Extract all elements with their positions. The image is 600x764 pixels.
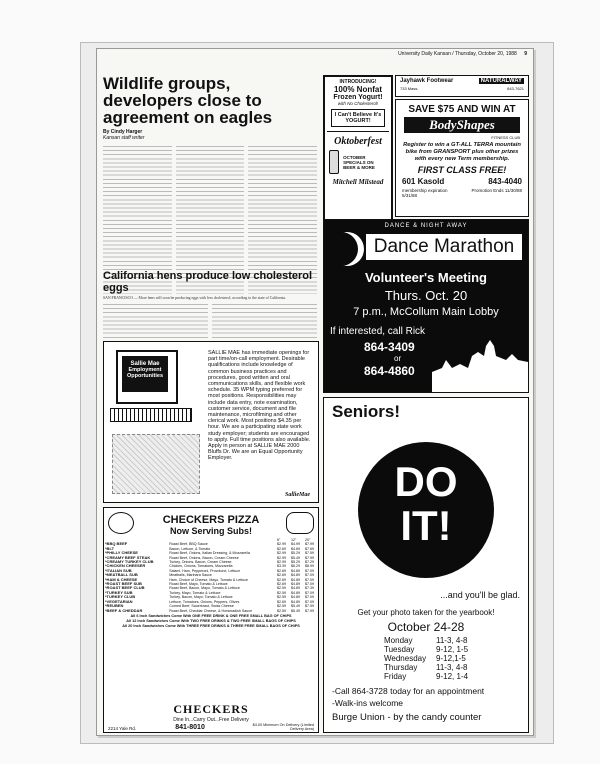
menu-price: $7.99 (304, 542, 314, 547)
ad-text: 7 p.m., McCollum Main Lobby (353, 306, 499, 318)
ad-text: ...and you'll be glad. (440, 590, 520, 600)
menu-item-desc: Ham, Choice of Cheese, Mayo, Tomato & Lettuce (169, 577, 249, 582)
menu-item-name: *HAM & CHEESE (105, 576, 138, 582)
do-it-circle (358, 442, 494, 578)
ad-body: SALLIE MAE has immediate openings for part time/on-call employment. Desirable qualifications include knowledge of common business practices and procedures, good written and oral communications skills, and flexible work schedule. 35 WPM typing preferred for most positions. Responsibilities may include data entry, note examination, customer service, document and file maintenance, microfilming and other clerical work. Most positions $4.35 per hour. We are a participating state work study employer; students are encouraged to apply. Full time positions also available. Apply in person at SALLIE MAE 2000 Bluffs Dr. We are an Equal Opportunity Employer. (208, 350, 311, 462)
ad-note: All 12 Inch Sandwiches Come With TWO FREE DRINKS & TWO FREE SMALL BAGS OF CHIPS (126, 618, 296, 623)
ad-dance-marathon (323, 219, 529, 393)
beer-promo (329, 150, 387, 174)
ad-text: 733 Mass. (400, 86, 419, 91)
article-column-1 (103, 302, 208, 342)
hours-row (384, 663, 468, 672)
ad-text: -Walk-ins welcome (332, 698, 404, 708)
menu-item-name: *MEATBALL SUB (105, 572, 138, 578)
title-banner (366, 234, 522, 260)
menu-price: $4.89 (291, 590, 301, 595)
ad-yogurt (323, 75, 393, 235)
article-hens (103, 267, 317, 342)
divider (327, 131, 389, 132)
ad-phone: 841-8010 (175, 724, 205, 731)
ad-row (396, 76, 528, 86)
menu-price: $7.99 (304, 608, 314, 613)
menu-item-name: *BEEF & CHEDDAR (105, 607, 143, 613)
ad-title: Dance Marathon (373, 236, 515, 257)
byline (103, 129, 317, 141)
menu-item-desc: Turkey, Mayo, Tomato & Lettuce (169, 590, 221, 595)
menu-price: $7.99 (304, 555, 314, 560)
menu-item-desc: Corned Beef, Sauerkraut, Swiss Cheese (169, 604, 234, 609)
hours-list (384, 636, 468, 681)
ad-row (396, 175, 528, 188)
hours-row (384, 654, 468, 663)
ad-text: Burge Union - by the candy counter (332, 712, 482, 723)
ad-text: DANCE & NIGHT AWAY (384, 223, 468, 229)
ad-sallie-mae (103, 341, 319, 503)
ad-text: Thurs. Oct. 20 (384, 288, 468, 303)
menu-item-desc: Chicken, Onions, Tomatoes, Mozzarella (169, 564, 233, 569)
ad-logo: NATURALWAY (480, 78, 522, 84)
menu-price: $2.99 (277, 555, 287, 560)
menu-price: $5.49 (291, 555, 301, 560)
menu-price: $7.39 (304, 586, 314, 591)
menu-item-desc: Roast Beef, Onions, Italian Dressing, & Mozzarella (169, 551, 250, 556)
oktoberfest-logo: Oktoberfest (334, 136, 382, 147)
ad-text: OCTOBER SPECIALS ON BEER & MORE (343, 154, 375, 170)
article-headline: Wildlife groups, developers close to agreement on eagles (103, 74, 273, 127)
ad-text: Register to win a GT-ALL TERRA mountain bike from GRANSPORT plus other prizes with every new Term membership. (403, 142, 521, 162)
ad-row (396, 86, 528, 91)
menu-price: $2.59 (277, 586, 287, 591)
menu-item-name: *BLT (105, 545, 115, 551)
menu-price: $7.09 (304, 573, 314, 578)
menu-price: $2.59 (277, 590, 287, 595)
ad-text: Dine In...Carry Out...Free Delivery (173, 717, 249, 723)
size-header: 12" (291, 538, 297, 542)
menu-item-desc: Roast Beef, BBQ Sauce (169, 542, 208, 547)
ad-text: 100% Nonfat (333, 85, 382, 94)
menu-price: $3.39 (277, 564, 287, 569)
menu-price: $2.99 (277, 551, 287, 556)
menu-price: $2.59 (277, 608, 287, 613)
menu-price: $7.59 (304, 551, 314, 556)
hours-day: Monday (384, 636, 413, 645)
ad-text: 2214 Yale Rd. (108, 726, 137, 731)
ad-text: 843-4040 (488, 177, 522, 186)
menu-item-name: *TURKEY SUB (105, 589, 133, 595)
byline-role: Kansan staff writer (103, 135, 145, 141)
folio (103, 51, 527, 59)
menu-price: $2.69 (277, 568, 287, 573)
menu-price: $4.89 (291, 586, 301, 591)
computer-illustration (110, 350, 202, 422)
ad-text: 601 Kasold (402, 177, 445, 186)
ad-text: Jayhawk Footwear (400, 78, 454, 84)
menu-item-name: *ROAST BEEF CLUB (105, 585, 145, 591)
checkers-logo: CHECKERS (173, 702, 249, 716)
ad-text: FITNESS CLUB (491, 135, 520, 140)
article-headline: California hens produce low cholesterol eggs (103, 270, 313, 294)
menu-price: $7.69 (304, 546, 314, 551)
hours-day: Tuesday (384, 645, 415, 654)
hours-row (384, 636, 468, 645)
ad-text: FIRST CLASS FREE! (417, 165, 507, 175)
beer-mug-icon (329, 150, 339, 174)
menu-item-desc: Roast Beef, Onions, Bacon, Cream Cheese (169, 555, 239, 560)
ad-body-shapes (395, 99, 529, 217)
menu-item-desc: Lettuce, Tomatoes, Onions, Peppers, Olives (169, 599, 240, 604)
ad-note: All 6 Inch Sandwiches Come With ONE FREE DRINK & ONE FREE SMALL BAG OF CHIPS (130, 613, 292, 618)
menu-price: $5.49 (291, 604, 301, 609)
menu-price: $2.69 (277, 573, 287, 578)
ad-row (104, 723, 318, 731)
hours-time: 9-12,1-5 (436, 654, 466, 663)
yogurt-logo: I Can't Believe It's YOGURT! (331, 109, 385, 127)
moon-icon (330, 232, 364, 266)
ad-headline: SAVE $75 AND WIN AT (408, 104, 516, 115)
it-text: IT! (400, 502, 452, 549)
menu-row (104, 609, 318, 613)
hours-row (384, 645, 468, 654)
size-header: 6" (277, 538, 281, 542)
menu-item-desc: Turkey, Onions, Bacon, Cream Cheese (169, 560, 232, 565)
menu-item-name: *PHILLY CHEESE (105, 550, 138, 556)
menu-price: $7.09 (304, 582, 314, 587)
cartoon-icon (286, 512, 314, 534)
menu-price: $7.29 (304, 560, 314, 565)
ad-text: 843-7621 (507, 86, 524, 91)
menu-price: $2.69 (277, 546, 287, 551)
ad-note: All 20 Inch Sandwiches Come With THREE FREE DRINKS & THREE FREE SMALL BAGS OF CHIPS (122, 623, 300, 628)
menu-price: $8.99 (304, 564, 314, 569)
menu-price: $7.09 (304, 590, 314, 595)
menu-item-name: *CHICKEN CHEESER (105, 563, 146, 569)
menu-price: $2.69 (277, 577, 287, 582)
article-column-2 (212, 302, 317, 342)
hours-time: 11-3, 4-8 (436, 636, 468, 645)
hours-time: 9-12, 1-4 (436, 672, 469, 681)
ad-jayhawk-footwear (395, 75, 529, 97)
ad-subtitle: Now Serving Subs! (169, 526, 252, 536)
menu-item-desc: Salami, Ham, Pepperoni, Provolone, Lettuce (169, 568, 241, 573)
screen-text: Sallie Mae (130, 361, 160, 367)
body-shapes-logo: BodyShapes (404, 117, 520, 133)
sallie-mae-signature: SallieMae (285, 492, 310, 498)
menu-item-name: *BBQ BEEF (105, 541, 128, 547)
article-eagles (103, 75, 317, 294)
ad-phone: 864-4860 (364, 364, 415, 378)
menu-item-desc: Turkey, Bacon, Mayo, Tomato & Lettuce (169, 595, 233, 600)
menu-item-desc: Meatballs, Marinara Sauce (169, 573, 212, 578)
menu-price: $5.29 (291, 560, 301, 565)
screen-text: Opportunities (126, 373, 164, 379)
ad-row (396, 188, 528, 198)
ad-text: Promotion Ends 11/30/88 (471, 188, 522, 193)
byline-name: By Cindy Harger (103, 129, 143, 135)
hours-row (384, 672, 468, 681)
store-logo: Mitchell Milstead (332, 178, 384, 186)
sandwich-icon (108, 512, 134, 534)
hours-day: Wednesday (384, 654, 427, 663)
menu-item-name: *ROAST BEEF SUB (105, 581, 142, 587)
menu-price: $4.99 (291, 542, 301, 547)
checkers-footer (104, 702, 318, 732)
menu-price: $7.99 (304, 604, 314, 609)
screen (122, 356, 168, 392)
menu-item-name: *REUBEN (105, 603, 124, 609)
menu-price: $4.89 (291, 582, 301, 587)
ad-text: membership expiration 5/31/88 (402, 188, 448, 198)
menu-item-desc: Roast Beef, Mayo, Tomato & Lettuce (169, 582, 228, 587)
ad-headline: Seniors! (332, 402, 401, 421)
ad-text: or (394, 354, 402, 363)
menu-item-desc: Roast Beef, Cheddar Cheese, & Horseradish Sauce (169, 608, 253, 613)
screen-text: Employment (128, 367, 162, 373)
menu-price: $4.89 (291, 599, 301, 604)
hours-time: 9-12, 1-5 (436, 645, 469, 654)
menu-price: $4.89 (291, 573, 301, 578)
ad-checkers-pizza (103, 507, 319, 733)
ad-text: Volunteer's Meeting (364, 270, 488, 285)
menu-item-name: *ITALIAN SUB (105, 567, 132, 573)
menu-price: $2.99 (277, 560, 287, 565)
menu-item-name: *CREAMY BEEF STEAK (105, 554, 151, 560)
hours-day: Friday (384, 672, 407, 681)
menu-price: $4.89 (291, 568, 301, 573)
menu-price: $2.59 (277, 604, 287, 609)
ad-text: $4.00 Minimum On Delivery (Limited Delivery Area) (252, 723, 314, 731)
menu-price: $7.09 (304, 568, 314, 573)
menu-price: $2.69 (277, 599, 287, 604)
ad-text: with No Cholesterol! (337, 101, 379, 106)
ad-text: INTRODUCING! (339, 79, 377, 85)
menu-price: $7.09 (304, 599, 314, 604)
menu-price: $7.09 (304, 577, 314, 582)
menu-item-name: *CREAMY TURKEY CLUB (105, 559, 154, 565)
ad-dates: October 24-28 (387, 620, 465, 634)
menu-item-name: *TURKEY CLUB (105, 594, 136, 600)
menu-table (104, 538, 318, 613)
menu-item-desc: Roast Beef, Bacon, Mayo, Tomato & Lettuce (169, 586, 240, 591)
page-number: 9 (524, 51, 527, 57)
ad-text: If interested, call Rick (330, 326, 426, 337)
menu-price: $7.09 (304, 595, 314, 600)
menu-price: $2.99 (277, 542, 287, 547)
menu-price: $6.29 (291, 564, 301, 569)
hours-time: 11-3, 4-8 (436, 663, 468, 672)
ad-text: Frozen Yogurt! (333, 94, 383, 101)
hand-keyboard-illustration (112, 434, 200, 494)
size-header: 20" (304, 538, 311, 542)
building-silhouette (432, 338, 528, 392)
menu-item-desc: Bacon, Lettuce, & Tomato (169, 546, 211, 551)
article-body (103, 302, 317, 342)
ad-text: Get your photo taken for the yearbook! (357, 608, 495, 617)
ad-text: -Call 864-3728 today for an appointment (332, 686, 485, 696)
menu-price: $4.89 (291, 577, 301, 582)
article-dateline: SAN FRANCISCO — More hens will soon be producing eggs with less cholesterol, according to the state of California. (103, 296, 287, 300)
do-text: DO (394, 458, 458, 505)
menu-price: $5.49 (291, 608, 301, 613)
menu-price: $2.59 (277, 595, 287, 600)
menu-item-name: *VEGETARIAN (105, 598, 133, 604)
menu-price: $2.69 (277, 582, 287, 587)
ad-title: CHECKERS PIZZA (162, 514, 260, 526)
keyboard-icon (110, 408, 192, 422)
ad-phone: 864-3409 (364, 340, 415, 354)
ad-seniors (323, 397, 529, 733)
newspaper-page (96, 48, 534, 736)
menu-price: $5.29 (291, 551, 301, 556)
menu-price: $4.89 (291, 595, 301, 600)
folio-text: University Daily Kansan / Thursday, October 20, 1988 (398, 51, 517, 57)
menu-price: $4.69 (291, 546, 301, 551)
hours-day: Thursday (384, 663, 418, 672)
